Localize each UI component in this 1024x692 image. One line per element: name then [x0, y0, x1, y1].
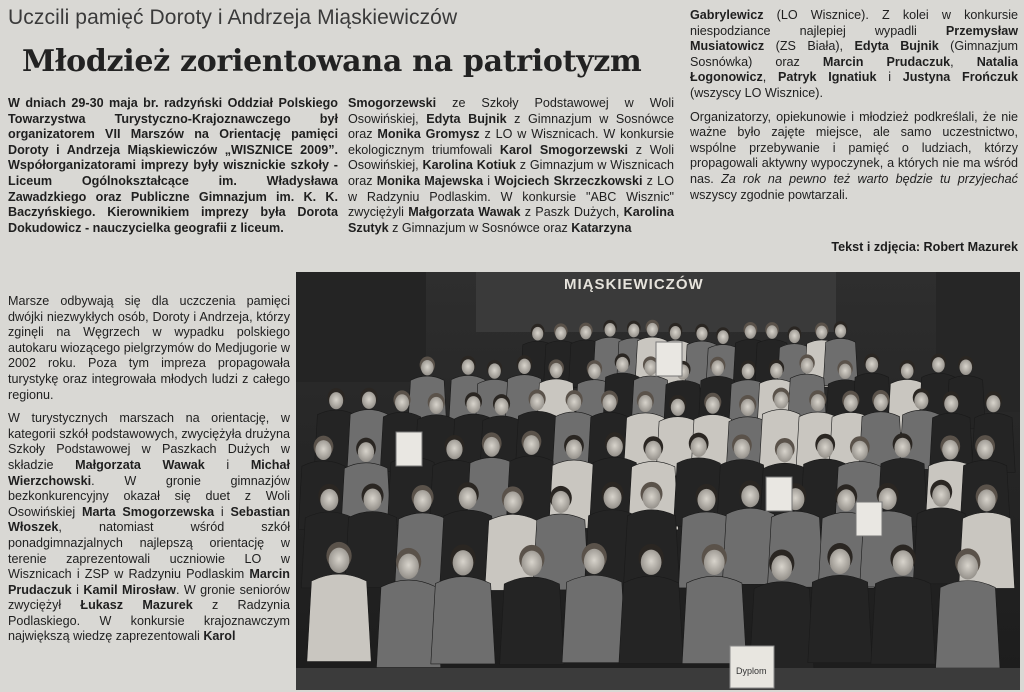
person-face	[395, 394, 409, 411]
person-face	[932, 357, 945, 372]
person-face	[462, 359, 475, 374]
person-face	[315, 440, 331, 460]
person-face	[986, 395, 1000, 412]
person-face	[567, 394, 581, 411]
person-body	[871, 577, 935, 664]
photo-credit: Tekst i zdjęcia: Robert Mazurek	[831, 240, 1018, 254]
person-face	[957, 554, 978, 579]
paragraph-surprise-contest: Gabrylewicz (LO Wisznice). Z kolei w konkursie niespodziance najlepiej wypadli Przemysław Musiatowicz (ZS Biała), Edyta Bujnik (Gimnazjum Sosnówka) oraz Marcin Prudaczuk, Natalia Łogonowicz, Patryk Ignatiuk i Justyna Frończuk (wszyscy LO Wisznice).	[690, 8, 1019, 100]
person-face	[977, 440, 993, 460]
person-face	[852, 441, 868, 461]
person-face	[745, 325, 756, 339]
diploma-caption: Dyplom	[736, 666, 767, 676]
person-face	[830, 549, 851, 574]
person-face	[691, 437, 707, 457]
group-photo	[296, 272, 1020, 690]
person-body	[307, 574, 371, 661]
person-face	[835, 324, 846, 338]
person-face	[522, 551, 543, 576]
person-face	[584, 549, 605, 574]
person-face	[874, 394, 888, 411]
person-body	[936, 581, 1000, 668]
person-face	[817, 438, 833, 458]
paragraph-contests: Smogorzewski ze Szkoły Podstawowej w Woli Osowińskiej, Edyta Bujnik z Gimnazjum w Sosnówce oraz Monika Gromysz z LO w Wisznicach. W konkursie ekologicznym triumfowali Karol Smogorzewski z Woli Osowińskiej, Karolina Kotiuk z Gimnazjum w Wisznicach oraz Monika Majewska i Wojciech Skrzeczkowski z LO w Radzyniu Podlaskim. W konkursie "ABC Wisznic" zwyciężyli Małgorzata Wawak z Paszk Dużych, Karolina Szutyk z Gimnazjum w Sosnówce oraz Katarzyna	[348, 96, 675, 235]
person-face	[866, 357, 879, 372]
column-1-body	[8, 294, 290, 692]
person-face	[530, 393, 544, 410]
lead-paragraph: W dniach 29-30 maja br. radzyński Oddział Polskiego Towarzystwa Turystyczno-Krajoznawczego był organizatorem VII Marszów na Orientację pamięci Doroty i Andrzeja Miąskiewiczów „WISZNICE 2009”. Współorganizatorami imprezy były wisznickie szkoły - Liceum Ogólnokształcące im. Władysława Zawadzkiego oraz Publiczne Gimnazjum im. K. K. Baczyńskiego. Kierownikiem imprezy była Dorota Dokudowicz - nauczycielka geografii z liceum.	[8, 96, 338, 235]
person-face	[580, 326, 591, 340]
article-headline: Młodzież zorientowana na patriotyzm	[22, 44, 642, 79]
person-face	[518, 359, 531, 374]
person-face	[978, 489, 996, 511]
person-face	[777, 442, 793, 462]
person-face	[459, 487, 477, 509]
person-face	[628, 324, 639, 338]
person-face	[717, 330, 728, 344]
article-kicker: Uczcili pamięć Doroty i Andrzeja Miąskiewiczów	[8, 6, 458, 29]
person-face	[466, 396, 480, 413]
person-face	[638, 395, 652, 412]
person-face	[789, 329, 800, 343]
person-face	[484, 437, 500, 457]
column-1-lead	[8, 96, 338, 236]
person-face	[774, 392, 788, 409]
person-face	[641, 550, 662, 575]
person-face	[893, 550, 914, 575]
person-face	[766, 325, 777, 339]
person-face	[770, 363, 783, 378]
person-face	[711, 360, 724, 375]
person-face	[429, 397, 443, 414]
person-face	[446, 439, 462, 459]
person-face	[604, 487, 622, 509]
person-face	[742, 364, 755, 379]
person-body	[619, 576, 683, 663]
person-face	[532, 327, 543, 341]
diploma-sheet	[766, 477, 792, 511]
person-face	[453, 550, 474, 575]
paragraph-results: W turystycznych marszach na orientację, w kategorii szkół podstawowych, zwyciężyła drużyna Szkoły Podstawowej w Paszkach Dużych w składzie Małgorzata Wawak i Michał Wierzchowski. W gronie gimnazjów bezkonkurencyjny okazał się duet z Woli Osowińskiej Marta Smogorzewska i Sebastian Włoszek, natomiast wśród szkół ponadgimnazjalnych najlepszą orientację w terenie zaprezentowali uczniowie LO w Wisznicach i ZSP w Radzyniu Podlaskim Marcin Prudaczuk i Kamil Mirosław. W gronie seniorów zwyciężył Łukasz Mazurek z Radzynia Podlaskiego. W konkursie krajoznawczym największą wiedzę zaprezentowali Karol	[8, 411, 290, 644]
person-face	[504, 491, 522, 513]
person-face	[837, 489, 855, 511]
person-face	[329, 392, 343, 409]
person-face	[811, 394, 825, 411]
person-face	[741, 399, 755, 416]
person-body	[500, 577, 564, 664]
person-face	[734, 439, 750, 459]
person-face	[488, 363, 501, 378]
person-face	[944, 395, 958, 412]
person-face	[604, 323, 615, 337]
person-face	[607, 437, 623, 457]
person-face	[523, 435, 539, 455]
person-face	[741, 485, 759, 507]
person-face	[603, 394, 617, 411]
diploma-sheet	[396, 432, 422, 466]
person-face	[364, 489, 382, 511]
group-photo-drawing	[296, 272, 1020, 690]
person-face	[552, 491, 570, 513]
person-face	[901, 363, 914, 378]
column-2	[348, 96, 674, 236]
person-face	[697, 489, 715, 511]
person-face	[914, 392, 928, 409]
person-face	[696, 327, 707, 341]
person-face	[844, 395, 858, 412]
person-face	[398, 554, 419, 579]
person-face	[421, 360, 434, 375]
person-body	[562, 575, 626, 662]
person-body	[808, 575, 872, 662]
person-face	[588, 364, 601, 379]
paragraph-memorial: Marsze odbywają się dla uczczenia pamięci dwójki niezwykłych osób, Doroty i Andrzeja, którzy zginęli na Węgrzech w wypadku polskiego autokaru wiozącego pielgrzymów do Medjugorie w 2002 roku. Poza tym impreza propagowała turystykę oraz integrowała młodych ludzi z całego regionu.	[8, 294, 290, 402]
banner-caption: MIĄSKIEWICZÓW	[564, 276, 704, 293]
person-face	[932, 485, 950, 507]
diploma-sheet	[656, 342, 682, 376]
person-face	[645, 441, 661, 461]
paragraph-closing: Organizatorzy, opiekunowie i młodzież podkreślali, że nie ważne było zajęte miejsce, ale samo uczestnictwo, wspólne przebywanie i pamięć o ludziach, którzy propagowali aktywny wypoczynek, a których nie ma wśród nas. Za rok na pewno też warto będzie tu przyjechać wszyscy zgodnie powtarzali.	[690, 109, 1018, 202]
person-face	[550, 363, 563, 378]
person-face	[329, 548, 350, 573]
column-3	[690, 8, 1018, 203]
person-face	[616, 357, 629, 372]
person-face	[647, 323, 658, 337]
person-face	[801, 358, 814, 373]
person-face	[704, 550, 725, 575]
person-face	[670, 326, 681, 340]
person-face	[644, 360, 657, 375]
person-face	[960, 360, 973, 375]
person-face	[942, 440, 958, 460]
person-face	[362, 392, 376, 409]
person-face	[643, 487, 661, 509]
diploma-sheet	[856, 502, 882, 536]
person-face	[566, 439, 582, 459]
person-face	[358, 442, 374, 462]
person-face	[414, 490, 432, 512]
person-body	[431, 577, 495, 664]
person-face	[671, 399, 685, 416]
person-face	[320, 489, 338, 511]
person-face	[816, 326, 827, 340]
person-face	[706, 397, 720, 414]
person-face	[495, 398, 509, 415]
person-face	[771, 555, 792, 580]
person-face	[894, 438, 910, 458]
person-face	[839, 364, 852, 379]
person-face	[555, 326, 566, 340]
